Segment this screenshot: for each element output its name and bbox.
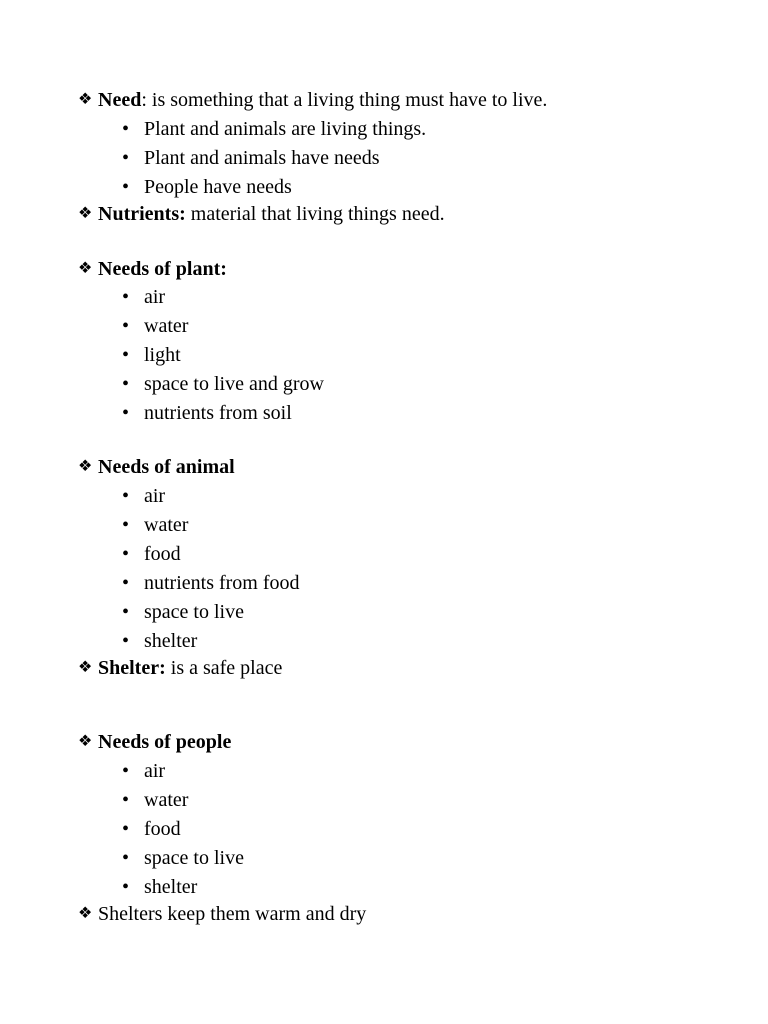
term-label: Need <box>98 89 142 111</box>
bullet-icon: • <box>122 514 130 536</box>
line-text: air <box>144 485 166 507</box>
bullet-icon: • <box>122 789 130 811</box>
diamond-bullet-icon: ❖ <box>78 458 93 475</box>
list-item <box>122 117 426 141</box>
heading-line <box>78 656 282 680</box>
bullet-icon: • <box>122 572 130 594</box>
line-text: light <box>144 344 181 366</box>
bullet-icon: • <box>122 760 130 782</box>
list-item <box>122 875 197 899</box>
diamond-bullet-icon: ❖ <box>78 260 93 277</box>
line-text: space to live <box>144 847 244 869</box>
list-item <box>122 314 188 338</box>
bullet-icon: • <box>122 485 130 507</box>
bullet-icon: • <box>122 876 130 898</box>
diamond-bullet-icon: ❖ <box>78 905 93 922</box>
bullet-icon: • <box>122 601 130 623</box>
list-item <box>122 146 380 170</box>
bullet-icon: • <box>122 847 130 869</box>
diamond-bullet-icon: ❖ <box>78 91 93 108</box>
line-text: nutrients from food <box>144 572 300 594</box>
list-item <box>122 759 165 783</box>
list-item <box>122 285 165 309</box>
bullet-icon: • <box>122 373 130 395</box>
list-item <box>122 571 300 595</box>
line-text: shelter <box>144 876 198 898</box>
line-text: food <box>144 543 181 565</box>
line-text: water <box>144 789 189 811</box>
bullet-icon: • <box>122 315 130 337</box>
diamond-bullet-icon: ❖ <box>78 659 93 676</box>
heading-line <box>78 257 227 281</box>
heading-line <box>78 88 547 112</box>
term-label: Shelter: <box>98 657 166 679</box>
line-text: water <box>144 514 189 536</box>
line-text: Plant and animals have needs <box>144 147 380 169</box>
list-item <box>122 600 244 624</box>
line-text: space to live <box>144 601 244 623</box>
list-item <box>122 542 181 566</box>
list-item <box>122 817 181 841</box>
line-text: Shelters keep them warm and dry <box>98 903 367 925</box>
diamond-bullet-icon: ❖ <box>78 733 93 750</box>
heading-line <box>78 202 445 226</box>
term-label: Needs of animal <box>98 456 235 478</box>
line-text: air <box>144 286 166 308</box>
bullet-icon: • <box>122 118 130 140</box>
line-text: People have needs <box>144 176 292 198</box>
term-label: Nutrients: <box>98 203 186 225</box>
diamond-bullet-icon: ❖ <box>78 205 93 222</box>
line-text: Plant and animals are living things. <box>144 118 427 140</box>
line-text: nutrients from soil <box>144 402 292 424</box>
list-item <box>122 484 165 508</box>
bullet-icon: • <box>122 402 130 424</box>
bullet-icon: • <box>122 630 130 652</box>
list-item <box>122 629 197 653</box>
heading-line <box>78 902 366 926</box>
line-text: shelter <box>144 630 198 652</box>
bullet-icon: • <box>122 344 130 366</box>
list-item <box>122 846 244 870</box>
heading-line <box>78 455 235 479</box>
term-label: Needs of people <box>98 731 232 753</box>
line-text: material that living things need. <box>185 203 445 225</box>
line-text: : is something that a living thing must have to live. <box>141 89 548 111</box>
bullet-icon: • <box>122 176 130 198</box>
list-item <box>122 401 292 425</box>
list-item <box>122 343 181 367</box>
line-text: water <box>144 315 189 337</box>
line-text: space to live and grow <box>144 373 324 395</box>
term-label: Needs of plant: <box>98 258 227 280</box>
list-item <box>122 175 292 199</box>
line-text: air <box>144 760 166 782</box>
heading-line <box>78 730 231 754</box>
bullet-icon: • <box>122 543 130 565</box>
bullet-icon: • <box>122 818 130 840</box>
line-text: food <box>144 818 181 840</box>
list-item <box>122 513 188 537</box>
bullet-icon: • <box>122 147 130 169</box>
list-item <box>122 788 188 812</box>
bullet-icon: • <box>122 286 130 308</box>
list-item <box>122 372 324 396</box>
line-text: is a safe place <box>165 657 283 679</box>
